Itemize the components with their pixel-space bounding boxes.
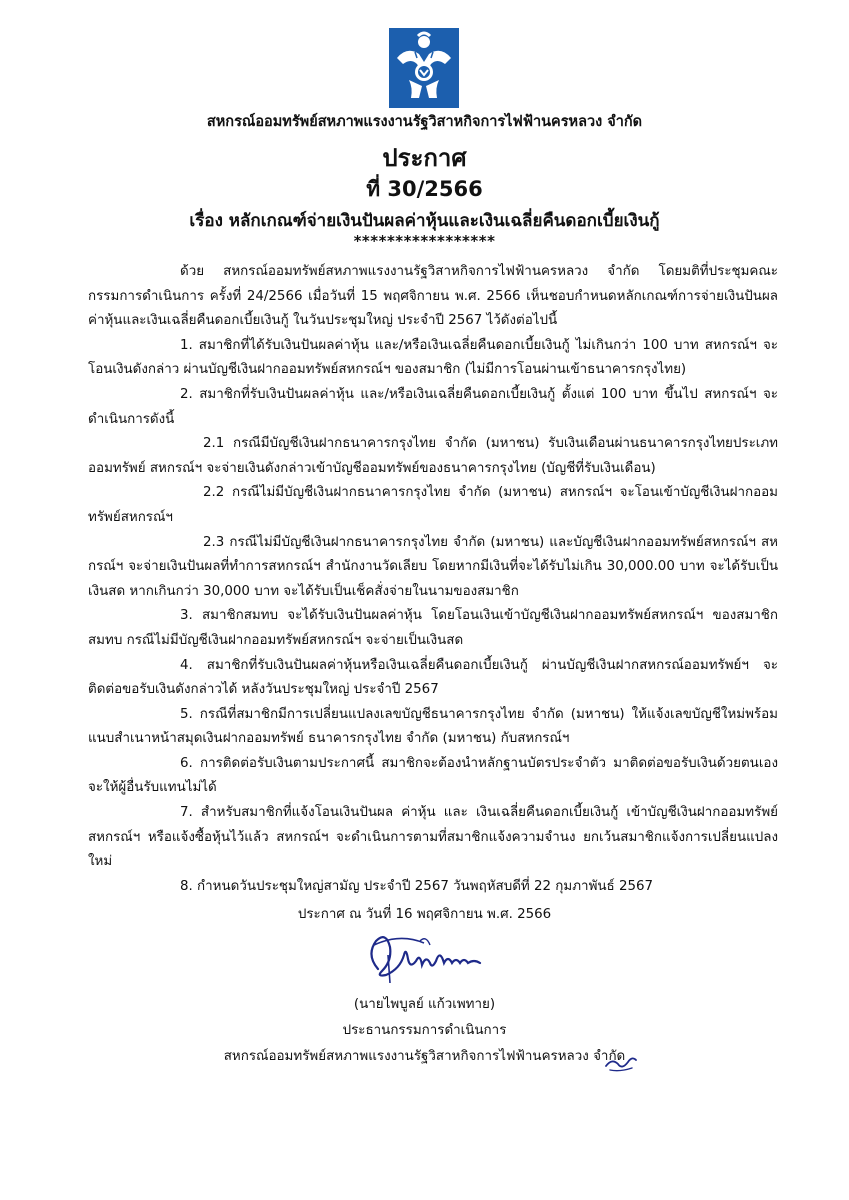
initial-mark bbox=[602, 1050, 638, 1074]
announcement-body bbox=[88, 260, 778, 899]
signer-organization: สหกรณ์ออมทรัพย์สหภาพแรงงานรัฐวิสาหกิจการไฟฟ้านครหลวง จำกัด bbox=[223, 1049, 626, 1064]
signature bbox=[360, 925, 500, 985]
clause-7: 7. สำหรับสมาชิกที่แจ้งโอนเงินปันผล ค่าหุ้น และ เงินเฉลี่ยคืนดอกเบี้ยเงินกู้ เข้าบัญชีเงินฝากออมทรัพย์ สหกรณ์ฯ หรือแจ้งซื้อหุ้นไว้แล้ว สหกรณ์ฯ จะดำเนินการตามที่สมาชิกแจ้งความจำนง ยกเว้นสมาชิกแจ้งการเปลี่ยนแปลงใหม่ bbox=[88, 805, 778, 870]
clause-2-3: 2.3 กรณีไม่มีบัญชีเงินฝากธนาคารกรุงไทย จำกัด (มหาชน) และบัญชีเงินฝากออมทรัพย์สหกรณ์ฯ สหกรณ์ฯ จะจ่ายเงินปันผลที่ทำการสหกรณ์ฯ สำนักงานวัดเลียบ โดยหากมีเงินที่จะได้รับไม่เกิน 30,000.00 บาท จะได้รับเป็นเงินสด หากเกินกว่า 30,000 บาท จะได้รับเป็นเช็คสั่งจ่ายในนามของสมาชิก bbox=[88, 534, 778, 599]
clause-1: 1. สมาชิกที่ได้รับเงินปันผลค่าหุ้น และ/หรือเงินเฉลี่ยคืนดอกเบี้ยเงินกู้ ไม่เกินกว่า 100 บาท สหกรณ์ฯ จะโอนเงินดังกล่าว ผ่านบัญชีเงินฝากออมทรัพย์สหกรณ์ฯ ของสมาชิก (ไม่มีการโอนผ่านเข้าธนาคารกรุงไทย) bbox=[88, 337, 778, 378]
handwritten-signature-icon bbox=[360, 925, 500, 985]
announcement-number: ที่ 30/2566 bbox=[366, 177, 483, 201]
initial-signature-icon bbox=[602, 1050, 638, 1074]
separator-stars: ***************** bbox=[353, 232, 496, 250]
announcement-subject: เรื่อง หลักเกณฑ์จ่ายเงินปันผลค่าหุ้นและเงินเฉลี่ยคืนดอกเบี้ยเงินกู้ bbox=[189, 211, 660, 231]
clause-2-2: 2.2 กรณีไม่มีบัญชีเงินฝากธนาคารกรุงไทย จำกัด (มหาชน) สหกรณ์ฯ จะโอนเข้าบัญชีเงินฝากออมทรัพย์สหกรณ์ฯ bbox=[88, 485, 778, 525]
signer-name: (นายไพบูลย์ แก้วเพทาย) bbox=[353, 997, 496, 1012]
clause-3: 3. สมาชิกสมทบ จะได้รับเงินปันผลค่าหุ้น โดยโอนเงินเข้าบัญชีเงินฝากออมทรัพย์สหกรณ์ฯ ของสมาชิกสมทบ กรณีไม่มีบัญชีเงินฝากออมทรัพย์สหกรณ์ฯ จะจ่ายเป็นเงินสด bbox=[88, 608, 778, 648]
signer-title: ประธานกรรมการดำเนินการ bbox=[342, 1023, 507, 1038]
logo-emblem-icon bbox=[389, 28, 459, 108]
announcement-date: ประกาศ ณ วันที่ 16 พฤศจิกายน พ.ศ. 2566 bbox=[297, 907, 552, 922]
clause-8: 8. กำหนดวันประชุมใหญ่สามัญ ประจำปี 2567 วันพฤหัสบดีที่ 22 กุมภาพันธ์ 2567 bbox=[180, 878, 654, 894]
clause-4: 4. สมาชิกที่รับเงินปันผลค่าหุ้นหรือเงินเฉลี่ยคืนดอกเบี้ยเงินกู้ ผ่านบัญชีเงินฝากสหกรณ์ออมทรัพย์ฯ จะติดต่อขอรับเงินดังกล่าวได้ หลังวันประชุมใหญ่ ประจำปี 2567 bbox=[88, 657, 778, 698]
organization-logo bbox=[389, 28, 459, 108]
organization-name: สหกรณ์ออมทรัพย์สหภาพแรงงานรัฐวิสาหกิจการไฟฟ้านครหลวง จำกัด bbox=[206, 114, 643, 130]
clause-6: 6. การติดต่อรับเงินตามประกาศนี้ สมาชิกจะต้องนำหลักฐานบัตรประจำตัว มาติดต่อขอรับเงินด้วยตนเอง จะให้ผู้อื่นรับแทนไม่ได้ bbox=[88, 755, 778, 796]
announcement-title: ประกาศ bbox=[382, 144, 467, 172]
clause-2: 2. สมาชิกที่รับเงินปันผลค่าหุ้น และ/หรือเงินเฉลี่ยคืนดอกเบี้ยเงินกู้ ตั้งแต่ 100 บาท ขึ้นไป สหกรณ์ฯ จะดำเนินการดังนี้ bbox=[88, 386, 778, 427]
intro-paragraph: ด้วย สหกรณ์ออมทรัพย์สหภาพแรงงานรัฐวิสาหกิจการไฟฟ้านครหลวง จำกัด โดยมติที่ประชุมคณะกรรมการดำเนินการ ครั้งที่ 24/2566 เมื่อวันที่ 15 พฤศจิกายน พ.ศ. 2566 เห็นชอบกำหนดหลักเกณฑ์การจ่ายเงินปันผลค่าหุ้นและเงินเฉลี่ยคืนดอกเบี้ยเงินกู้ ในวันประชุมใหญ่ ประจำปี 2567 ไว้ดังต่อไปนี้ bbox=[88, 264, 778, 329]
clause-2-1: 2.1 กรณีมีบัญชีเงินฝากธนาคารกรุงไทย จำกัด (มหาชน) รับเงินเดือนผ่านธนาคารกรุงไทยประเภทออมทรัพย์ สหกรณ์ฯ จะจ่ายเงินดังกล่าวเข้าบัญชีออมทรัพย์ของธนาคารกรุงไทย (บัญชีที่รับเงินเดือน) bbox=[88, 436, 778, 476]
clause-5: 5. กรณีที่สมาชิกมีการเปลี่ยนแปลงเลขบัญชีธนาคารกรุงไทย จำกัด (มหาชน) ให้แจ้งเลขบัญชีใหม่พร้อมแนบสำเนาหน้าสมุดเงินฝากออมทรัพย์ ธนาคารกรุงไทย จำกัด (มหาชน) กับสหกรณ์ฯ bbox=[88, 706, 778, 747]
